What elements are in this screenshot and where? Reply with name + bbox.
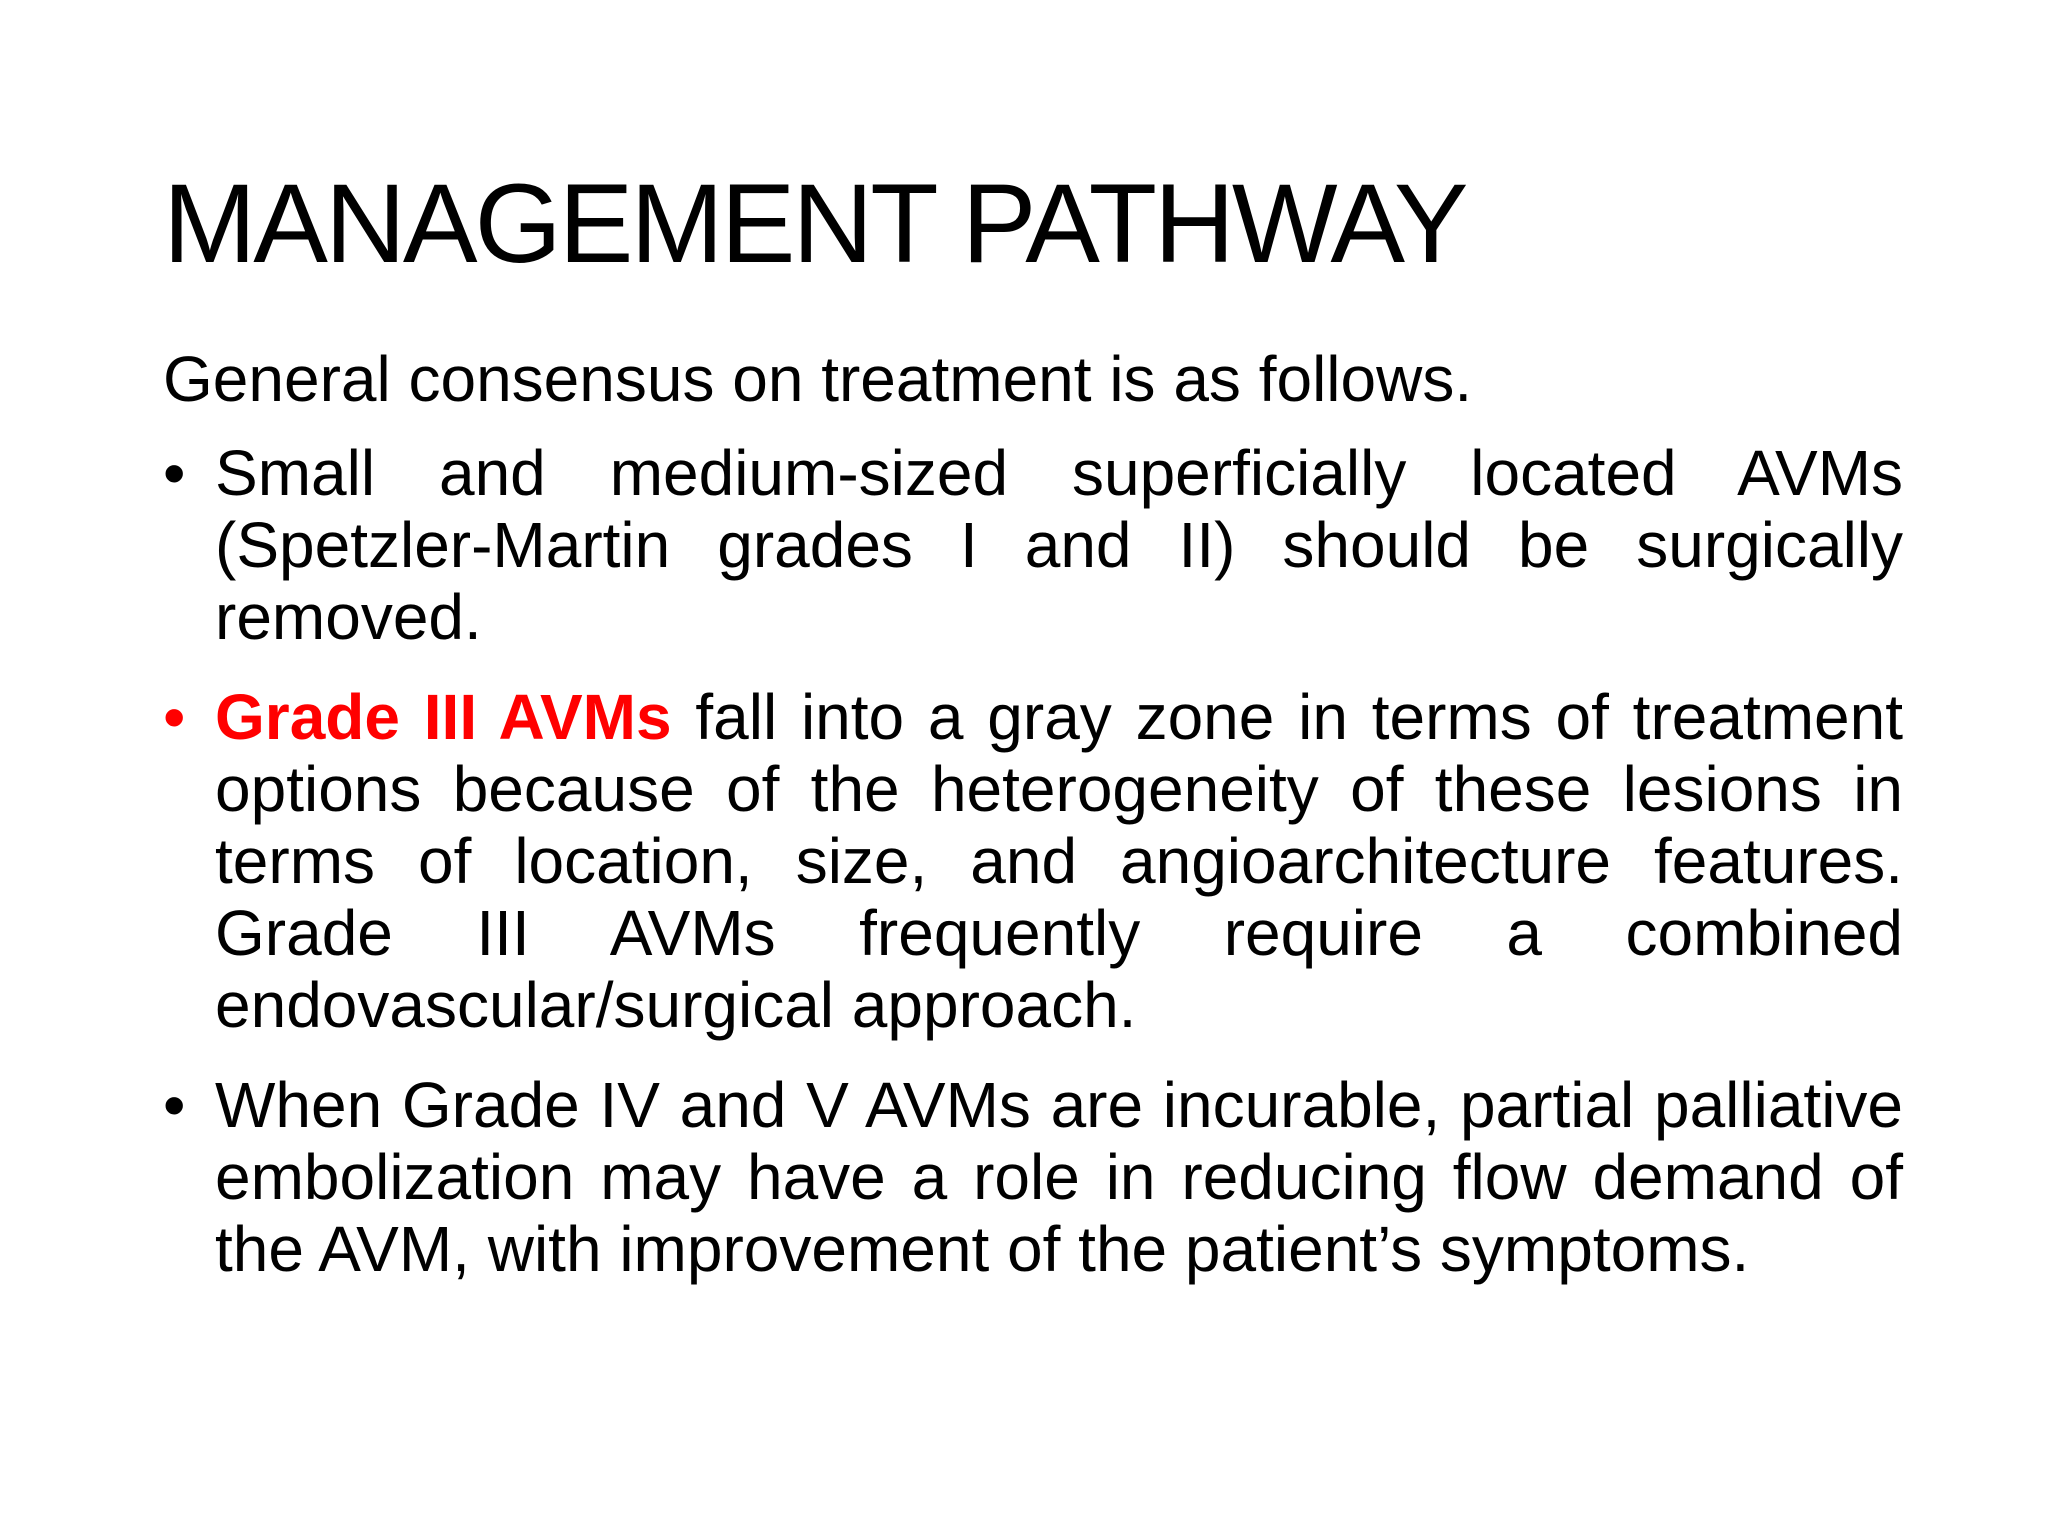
bullet-dot-icon: •: [163, 681, 186, 753]
bullet-highlight: Grade III AVMs: [215, 681, 672, 753]
bullet-item-3: [163, 1069, 1903, 1285]
bullet-dot-icon: •: [163, 437, 186, 509]
bullet-text: Small and medium-sized superficially located AVMs (Spetzler-Martin grades I and II) should be surgically removed.: [215, 437, 1903, 653]
bullet-item-2: [163, 681, 1903, 1041]
bullet-item-1: [163, 437, 1903, 653]
bullet-list: [163, 437, 1903, 1285]
intro-text: General consensus on treatment is as follows.: [163, 343, 1473, 415]
bullet-dot-icon: •: [163, 1069, 186, 1141]
bullet-text: When Grade IV and V AVMs are incurable, partial palliative embolization may have a role in reducing flow demand of the AVM, with improvement of the patient’s symptoms.: [215, 1069, 1903, 1285]
slide-title: MANAGEMENT PATHWAY: [163, 161, 1466, 286]
bullet-text: fall into a gray zone in terms of treatment options because of the heterogeneity of these lesions in terms of location, size, and angioarchitecture features. Grade III AVMs frequently require a combined endovascular/surgical approach.: [215, 681, 1903, 1041]
slide-content: [163, 343, 1903, 1313]
